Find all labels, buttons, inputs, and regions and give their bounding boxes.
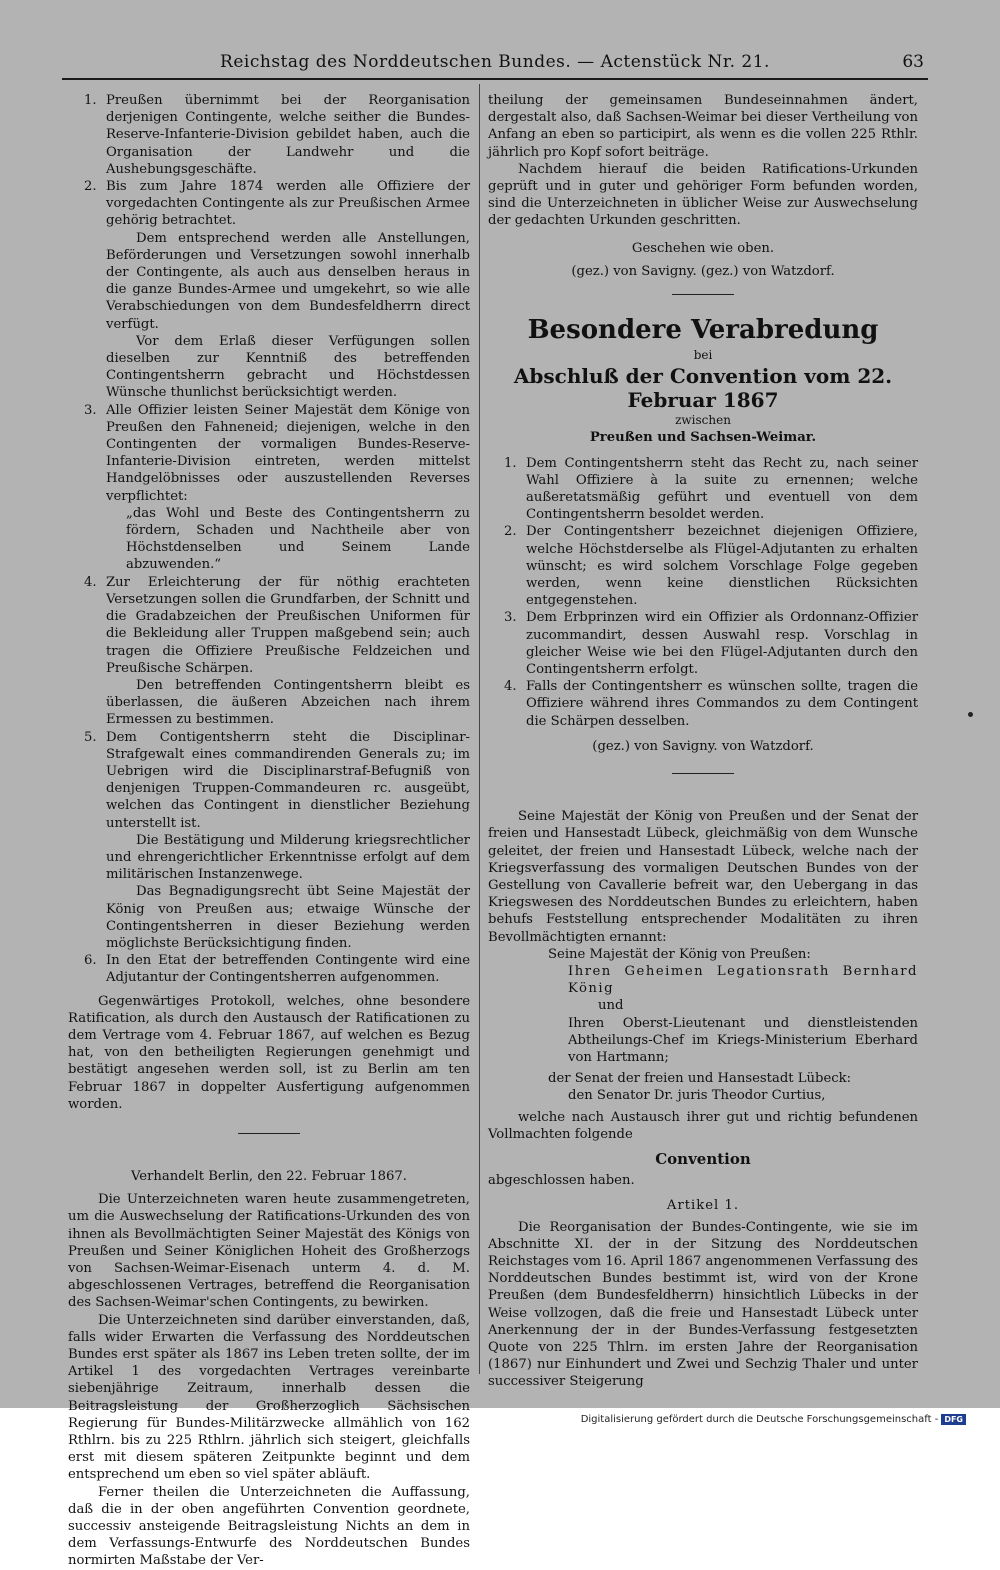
convention-heading: Abschluß der Convention vom 22. Februar 1867 [513, 364, 893, 413]
representative-3: den Senator Dr. juris Theodor Curtius, [568, 1088, 826, 1104]
continued-para-1: theilung der gemeinsamen Bundeseinnahmen ändert, dergestalt also, daß Sachsen-Weimar bei dieser Vertheilung von Anfang an eben so participirt, als wenn es die vollen 225 Rthlr. jährlich pro Kopf sofort beiträge. [488, 93, 918, 160]
agreement-items [488, 455, 918, 730]
abgeschlossen-line: abgeschlossen haben. [488, 1173, 635, 1189]
protocol-items [68, 92, 470, 987]
protocol-item-4: 4. Zur Erleichterung der für nöthig erachteten Versetzungen sollen die Grundfarben, der Schnitt und die Gradabzeichen der Preußischen Uniformen für die Bekleidung aller Truppen maßgebend sein; auch tragen die Offiziere Preußische Feldzeichen und Preußische Schärpen. Den betreffenden Contingentsherrn bleibt es überlassen, die äußeren Abzeichen nach ihrem Ermessen zu bestimmen. [84, 574, 470, 728]
right-column [488, 92, 918, 1391]
section-rule [672, 773, 734, 774]
funding-footer [581, 1414, 966, 1425]
section-rule [238, 1133, 300, 1134]
left-column [68, 92, 470, 1570]
protocol-item-6: 6. In den Etat der betreffenden Contingente wird eine Adjutantur der Contingentsherren aufgenommen. [84, 953, 470, 986]
artikel-text: Die Reorganisation der Bundes-Contingente, wie sie im Abschnitte XI. der in der Sitzung des Norddeutschen Reichstages vom 16. April 1867 angenommenen Verfassung des Norddeutschen Bundes bestimmt ist, wird von der Krone Preußen (dem Bundesfeldherrn) hinsichtlich Lübecks in der Weise vollzogen, daß die freie und Hansestadt Lübeck unter Anerkennung der in der Bundes-Verfassung festgesetzten Quote von 225 Thlrn. im ersten Jahre der Reorganisation (1867) nur Einhundert und Zwei und Sechzig Thaler und unter successiver Steigerung [488, 1219, 918, 1390]
senat-label: der Senat der freien und Hansestadt Lübeck: [548, 1071, 852, 1087]
oath-quote: „das Wohl und Beste des Contingentsherrn zu fördern, Schaden und Nachtheile aber von Höchstdenselben und Seinem Lande abzuwenden.“ [126, 505, 470, 573]
continued-para-2: Nachdem hierauf die beiden Ratifications-Urkunden geprüft und in guter und gehöriger Form befunden worden, sind die Unterzeichneten in üblicher Weise zur Auswechselung der gedachten Urkunden geschritten. [488, 161, 918, 229]
parties-label: Preußen und Sachsen-Weimar. [589, 430, 817, 446]
dfg-logo: DFG [941, 1414, 966, 1425]
representative-1: Ihren Geheimen Legationsrath Bernhard König [568, 963, 918, 997]
koenig-label: Seine Majestät der König von Preußen: [548, 946, 811, 962]
protocol-item-5: 5. Dem Contigentsherrn steht die Disciplinar-Strafgewalt eines commandirenden Generals zu; im Uebrigen wird die Disciplinarstraf-Befugniß von denjenigen Truppen-Commandeuren rc. ausgeübt, welchen das Contingent in dienstlicher Beziehung unterstellt ist. Die Bestätigung und Milderung kriegsrechtlicher und ehrengerichtlicher Erkenntnisse erfolgt auf dem militärischen Instanzenwege. Das Begnadigungsrecht übt Seine Majestät der König von Preußen aus; etwaige Wünsche der Contingentsherren in dieser Beziehung werden möglichste Berücksichtigung finden. [84, 729, 470, 951]
agreement-heading: Besondere Verabredung [527, 315, 879, 346]
signatures-1: (gez.) von Savigny. (gez.) von Watzdorf. [571, 263, 835, 279]
verhandelt-para-1: Die Unterzeichneten waren heute zusammengetreten, um die Auswechselung der Ratifications-Urkunden des von ihnen als Bevollmächtigten Seiner Majestät des Königs von Preußen und Seiner Königlichen Hoheit des Großherzogs von Sachsen-Weimar-Eisenach unterm 4. d. M. abgeschlossenen Vertrages, betreffend die Reorganisation des Sachsen-Weimar'schen Contingents, zu bewirken. [68, 1192, 470, 1311]
representative-2: Ihren Oberst-Lieutenant und dienstleistenden Abtheilungs-Chef im Kriegs-Ministerium Eberhard von Hartmann; [568, 1015, 918, 1065]
column-divider [479, 84, 480, 1374]
agreement-item-2: 2. Der Contingentsherr bezeichnet diejenigen Offiziere, welche Höchstderselbe als Flügel-Adjutanten zu erhalten wünscht; es wird solchem Vorschlage Folge gegeben werden, wenn keine dienstlichen Rücksichten entgegenstehen. [504, 524, 918, 609]
agreement-item-4: 4. Falls der Contingentsherr es wünschen sollte, tragen die Offiziere während ihres Commandos zu dem Contingent die Schärpen desselben. [504, 679, 918, 729]
protocol-closing: Gegenwärtiges Protokoll, welches, ohne besondere Ratification, als durch den Austausch der Ratificationen zu dem Vertrage vom 4. Februar 1867, auf welchen es Bezug hat, von den betheiligten Regierungen genehmigt und bestätigt angesehen werden soll, ist zu Berlin am ten Februar 1867 in doppelter Ausfertigung aufgenommen worden. [68, 993, 470, 1112]
verhandelt-heading: Verhandelt Berlin, den 22. Februar 1867. [130, 1168, 407, 1184]
protocol-item-3: 3. Alle Offizier leisten Seiner Majestät dem Könige von Preußen den Fahneneid; diejenigen, welche in den Contingenten der vormaligen Bundes-Reserve-Infanterie-Division eintreten, werden mittelst Handgelöbnisses oder auszustellenden Reverses verpflichtet: „das Wohl und Beste des Contingentsherrn zu fördern, Schaden und Nachtheile aber von Höchstdenselben und Seinem Lande abzuwenden.“ [84, 402, 470, 573]
und-label: und [598, 998, 624, 1014]
geschehen-line: Geschehen wie oben. [631, 240, 775, 256]
luebeck-intro: Seine Majestät der König von Preußen und der Senat der freien und Hansestadt Lübeck, gleichmäßig von dem Wunsche geleitet, der freien und Hansestadt Lübeck, welche nach der Kriegsverfassung des vormaligen Deutschen Bundes von der Gestellung von Cavallerie befreit war, den Uebergang in das Kriegswesen des Norddeutschen Bundes zu erleichtern, haben behufs Feststellung entsprechender Modalitäten zu ihren Bevollmächtigten ernannt: [488, 809, 918, 945]
section-rule [672, 294, 734, 295]
speck-mark [968, 712, 973, 717]
agreement-item-3: 3. Dem Erbprinzen wird ein Offizier als Ordonnanz-Offizier zucommandirt, dessen Auswahl resp. Vorschlag in gleicher Weise wie bei den Flügel-Adjutanten durch den Contingentsherrn erfolgt. [504, 610, 918, 678]
vollmachten-line: welche nach Austausch ihrer gut und richtig befundenen Vollmachten folgende [488, 1109, 918, 1142]
zwischen-label: zwischen [675, 413, 731, 428]
running-title: Reichstag des Norddeutschen Bundes. — Actenstück Nr. 21. [220, 52, 770, 72]
page-header [62, 50, 928, 80]
footer-text: Digitalisierung gefördert durch die Deutsche Forschungsgemeinschaft - [580, 1414, 939, 1425]
convention-label: Convention [655, 1149, 751, 1168]
verhandelt-para-3: Ferner theilen die Unterzeichneten die Auffassung, daß die in der oben angeführten Convention geordnete, successiv ansteigende Beitragsleistung Nichts an dem in dem Verfassungs-Entwurfe des Norddeutschen Bundes normirten Maßstabe der Ver- [68, 1484, 470, 1569]
protocol-item-2: 2. Bis zum Jahre 1874 werden alle Offiziere der vorgedachten Contingente als zur Preußischen Armee gehörig betrachtet. Dem entsprechend werden alle Anstellungen, Beförderungen und Versetzungen sowohl innerhalb der Contingente, als auch aus denselben heraus in die ganze Bundes-Armee und umgekehrt, so wie alle Verabschiedungen von dem Bundesfeldherrn direct verfügt. Vor dem Erlaß dieser Verfügungen sollen dieselben zur Kenntniß des betreffenden Contingentsherrn gebracht und Höchstdessen Wünsche thunlichst berücksichtigt werden. [84, 179, 470, 401]
signatures-2: (gez.) von Savigny. von Watzdorf. [592, 738, 814, 754]
page-number: 63 [902, 52, 924, 72]
bei-label: bei [693, 348, 713, 363]
protocol-item-1: 1. Preußen übernimmt bei der Reorganisation derjenigen Contingente, welche seither die Bundes-Reserve-Infanterie-Division gebildet haben, auch die Organisation der Landwehr und die Aushebungsgeschäfte. [84, 93, 470, 177]
agreement-item-1: 1. Dem Contingentsherrn steht das Recht zu, nach seiner Wahl Offiziere à la suite zu ernennen; welche außeretatsmäßig geführt und eventuell von dem Contingentsherrn besoldet werden. [504, 455, 918, 523]
verhandelt-para-2: Die Unterzeichneten sind darüber einverstanden, daß, falls wider Erwarten die Verfassung des Norddeutschen Bundes erst später als 1867 ins Leben treten sollte, der im Artikel 1 des vorgedachten Vertrages vereinbarte siebenjährige Zeitraum, innerhalb dessen die Beitragsleistung der Großherzoglich Sächsischen Regierung für Bundes-Militärzwecke allmählich von 162 Rthlrn. bis zu 225 Rthlrn. jährlich sich steigert, gleichfalls erst mit diesem späteren Zeitpunkte beginnt und dem entsprechend um eben so viel später abläuft. [68, 1312, 470, 1483]
artikel-heading: Artikel 1. [666, 1198, 740, 1214]
